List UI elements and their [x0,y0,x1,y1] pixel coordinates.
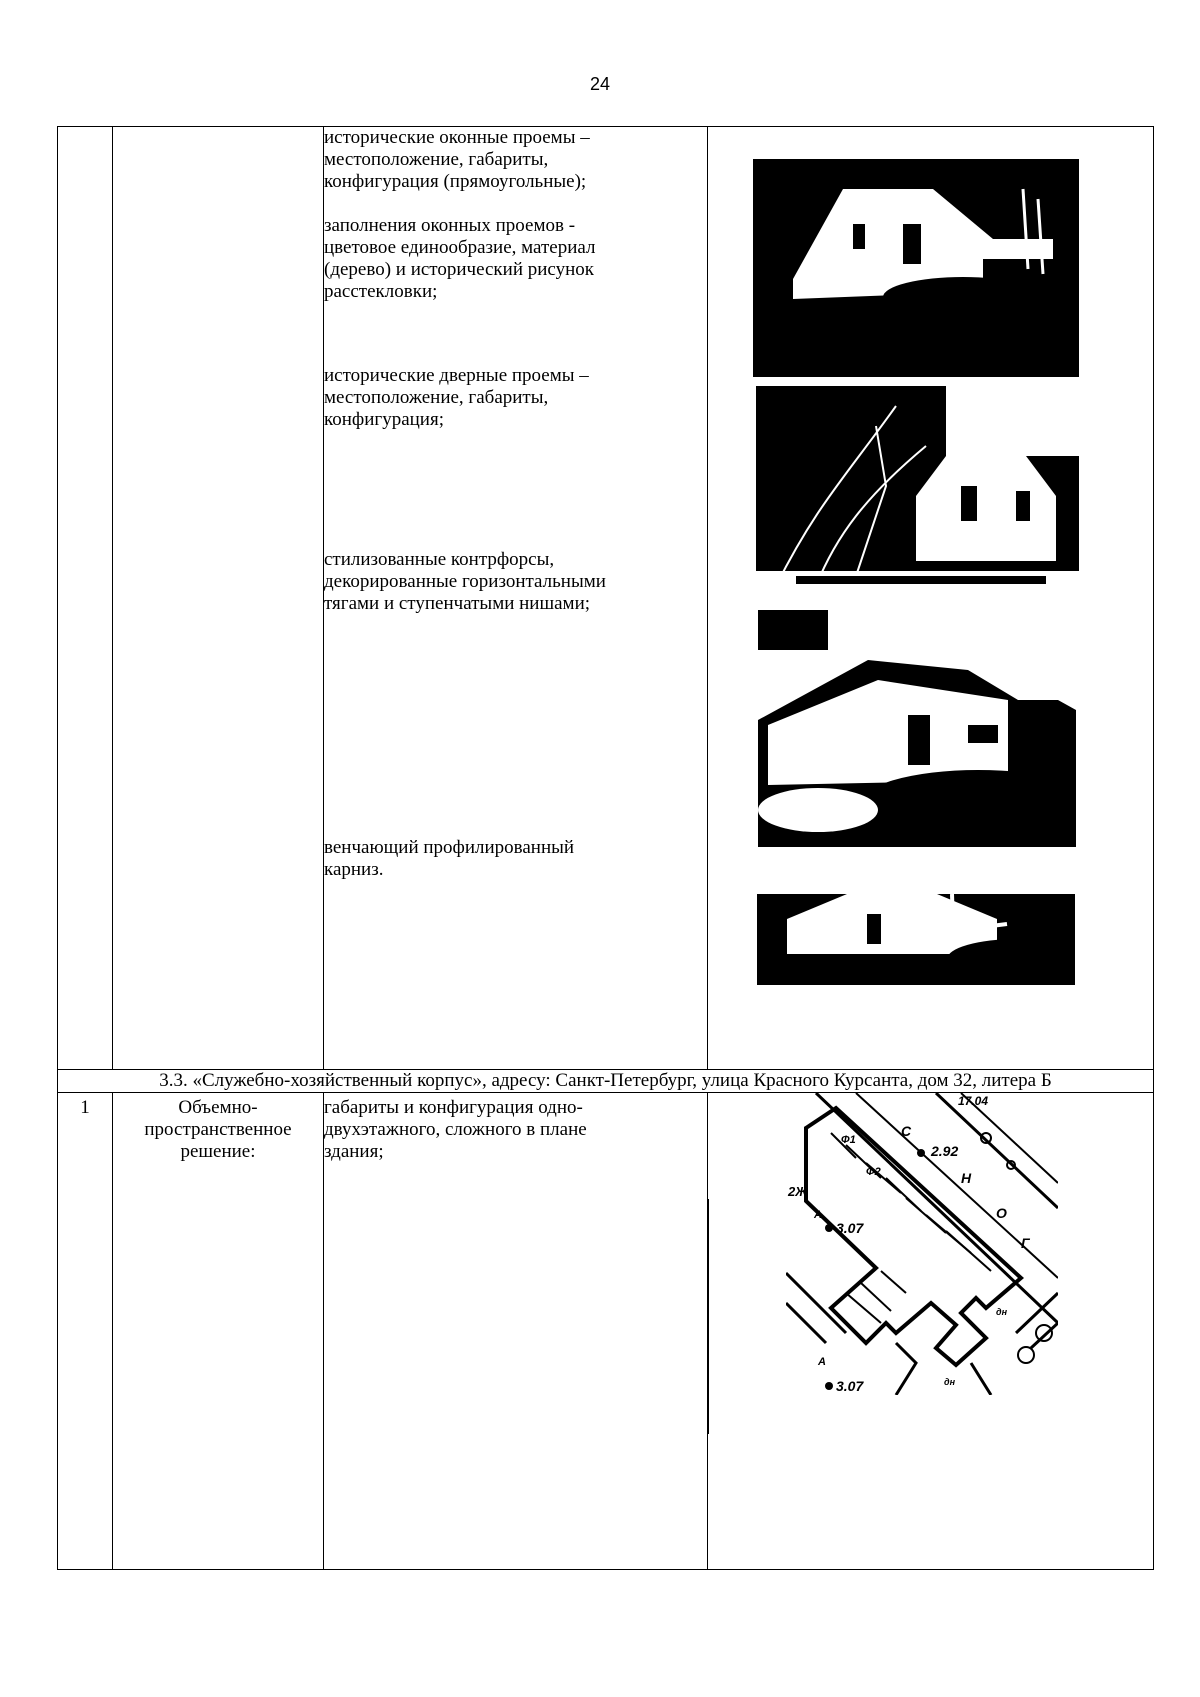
building-photo-3 [758,610,1076,847]
svg-text:дн: дн [944,1377,955,1387]
section-heading-row [58,1070,1154,1093]
cell-photos [708,127,1154,1070]
feature-text: исторические оконные проемы – местоположение, габариты, конфигурация (прямоугольные); [324,127,590,192]
svg-text:2Ж: 2Ж [788,1184,808,1199]
site-plan-image [786,1093,1058,1395]
table-row-continued [58,127,1154,1070]
svg-text:3.07: 3.07 [836,1378,864,1394]
feature-text: стилизованные контрфорсы, декорированные горизонтальными тягами и ступенчатыми нишами; [324,549,606,614]
cell-element-empty [113,127,324,1070]
section-heading: 3.3. «Служебно-хозяйственный корпус», адресу: Санкт-Петербург, улица Красного Курсанта, дом 32, литера Б [58,1070,1154,1093]
feature-text: габариты и конфигурация одно- двухэтажного, сложного в плане здания; [324,1097,587,1162]
svg-text:Ф1: Ф1 [841,1134,856,1146]
svg-text:Г: Г [1021,1235,1030,1251]
page-number: 24 [589,74,611,94]
row-element: Объемно- пространственное решение: [113,1093,324,1570]
building-photo-1 [753,129,1079,377]
table-row [58,1093,1154,1570]
svg-text:3.07: 3.07 [836,1220,864,1236]
svg-text:А: А [818,1356,826,1368]
feature-text: исторические дверные проемы – местоположение, габариты, конфигурация; [324,365,589,430]
building-photo-2 [756,386,1079,596]
svg-text:Н: Н [961,1170,972,1186]
row-number: 1 [58,1093,113,1570]
svg-text:дн: дн [996,1307,1007,1317]
svg-text:А: А [814,1209,822,1221]
svg-text:С: С [901,1123,912,1139]
row-features [324,1093,708,1570]
svg-text:О: О [996,1205,1007,1221]
heritage-features-table [57,126,1154,1570]
feature-text: заполнения оконных проемов - цветовое единообразие, материал (дерево) и исторический рисунок расстекловки; [324,215,596,302]
svg-text:2.92: 2.92 [931,1143,959,1159]
cell-site-plan [708,1093,1154,1570]
building-photo-4 [757,859,1075,985]
cell-features [324,127,708,1070]
cell-number-empty [58,127,113,1070]
feature-text: венчающий профилированный карниз. [324,837,575,880]
svg-text:Ф2: Ф2 [866,1166,881,1178]
svg-text:17.04: 17.04 [958,1094,989,1108]
